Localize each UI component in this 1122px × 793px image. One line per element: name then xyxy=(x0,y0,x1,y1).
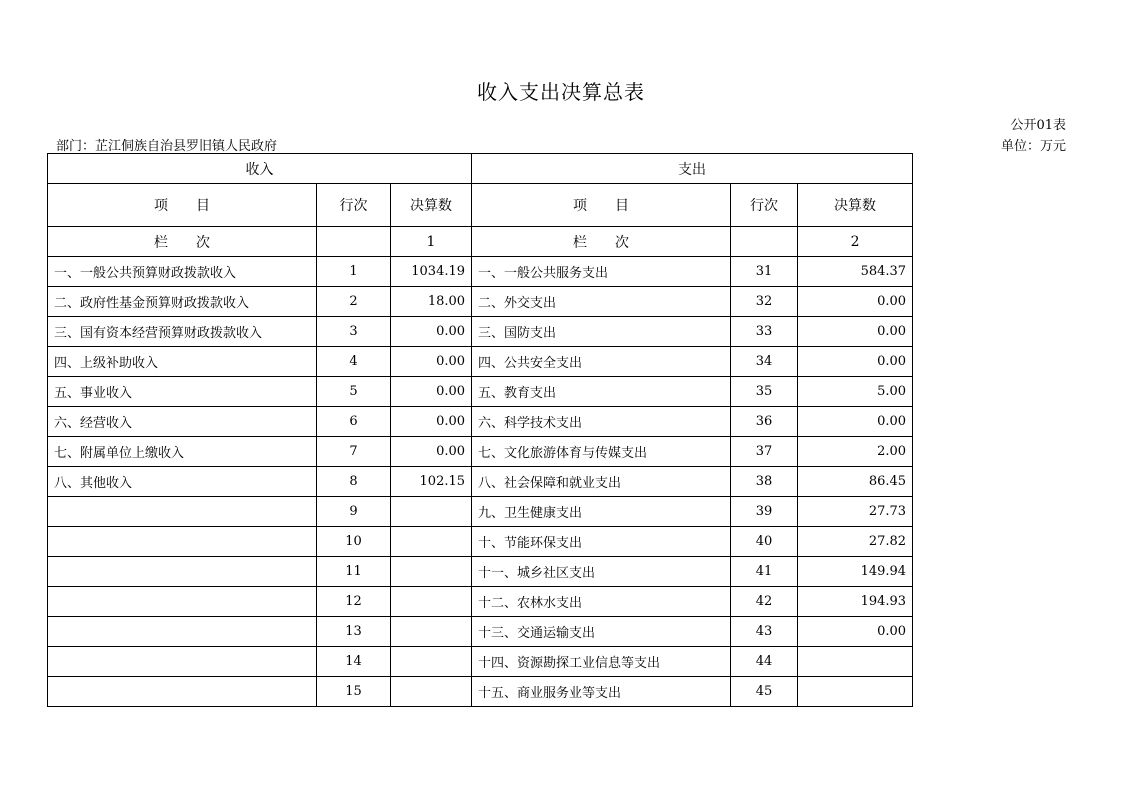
income-item-cell: 五、事业收入 xyxy=(48,377,317,407)
expense-amount-cell: 2.00 xyxy=(798,437,913,467)
expense-item-cell: 十、节能环保支出 xyxy=(472,527,731,557)
expense-amount-cell: 149.94 xyxy=(798,557,913,587)
income-rowno-cell: 2 xyxy=(317,287,391,317)
expense-amount-cell: 27.73 xyxy=(798,497,913,527)
expense-item-cell: 十一、城乡社区支出 xyxy=(472,557,731,587)
expense-amount-cell: 86.45 xyxy=(798,467,913,497)
expense-rowno-cell: 36 xyxy=(731,407,798,437)
table-row xyxy=(48,617,913,647)
table-row xyxy=(48,407,913,437)
expense-rowno-cell: 43 xyxy=(731,617,798,647)
income-rowno-cell: 12 xyxy=(317,587,391,617)
expense-item-cell: 十五、商业服务业等支出 xyxy=(472,677,731,707)
column-header-row xyxy=(48,184,913,227)
income-rowno-cell: 13 xyxy=(317,617,391,647)
column-number-row xyxy=(48,227,913,257)
expense-rowno-cell: 42 xyxy=(731,587,798,617)
income-rowno-cell: 8 xyxy=(317,467,391,497)
expense-item-cell: 十三、交通运输支出 xyxy=(472,617,731,647)
expense-rowno-cell: 44 xyxy=(731,647,798,677)
table-row xyxy=(48,317,913,347)
expense-column-blank xyxy=(731,227,798,257)
expense-amount-cell: 0.00 xyxy=(798,287,913,317)
income-amount-cell xyxy=(391,557,472,587)
income-amount-cell xyxy=(391,677,472,707)
income-rowno-cell: 7 xyxy=(317,437,391,467)
income-column-label: 栏 次 xyxy=(48,227,317,257)
expense-amount-cell: 27.82 xyxy=(798,527,913,557)
income-item-cell: 八、其他收入 xyxy=(48,467,317,497)
income-column-number: 1 xyxy=(391,227,472,257)
income-rowno-cell: 9 xyxy=(317,497,391,527)
expense-item-cell: 四、公共安全支出 xyxy=(472,347,731,377)
income-rowno-cell: 10 xyxy=(317,527,391,557)
income-item-cell: 七、附属单位上缴收入 xyxy=(48,437,317,467)
table-row xyxy=(48,347,913,377)
table-row xyxy=(48,257,913,287)
expense-rowno-cell: 35 xyxy=(731,377,798,407)
income-item-cell: 三、国有资本经营预算财政拨款收入 xyxy=(48,317,317,347)
income-amount-cell xyxy=(391,527,472,557)
table-row xyxy=(48,527,913,557)
expense-column-label: 栏 次 xyxy=(472,227,731,257)
income-amount-cell: 0.00 xyxy=(391,407,472,437)
form-number: 公开01表 xyxy=(1010,118,1066,133)
expense-amount-cell: 0.00 xyxy=(798,617,913,647)
income-item-cell xyxy=(48,527,317,557)
expense-rowno-header: 行次 xyxy=(731,184,798,227)
expense-amount-cell: 584.37 xyxy=(798,257,913,287)
income-item-cell xyxy=(48,497,317,527)
income-amount-cell xyxy=(391,647,472,677)
income-amount-cell xyxy=(391,587,472,617)
expense-item-cell: 二、外交支出 xyxy=(472,287,731,317)
income-rowno-cell: 11 xyxy=(317,557,391,587)
expense-item-cell: 八、社会保障和就业支出 xyxy=(472,467,731,497)
page-title: 收入支出决算总表 xyxy=(477,80,645,104)
income-item-cell xyxy=(48,617,317,647)
expense-rowno-cell: 33 xyxy=(731,317,798,347)
income-rowno-header: 行次 xyxy=(317,184,391,227)
expense-rowno-cell: 31 xyxy=(731,257,798,287)
expense-column-number: 2 xyxy=(798,227,913,257)
income-item-header: 项 目 xyxy=(48,184,317,227)
department-label: 部门：芷江侗族自治县罗旧镇人民政府 xyxy=(56,139,278,154)
income-amount-cell: 102.15 xyxy=(391,467,472,497)
income-item-cell xyxy=(48,647,317,677)
expense-item-cell: 九、卫生健康支出 xyxy=(472,497,731,527)
income-column-blank xyxy=(317,227,391,257)
income-item-cell xyxy=(48,557,317,587)
table-row xyxy=(48,557,913,587)
expense-rowno-cell: 41 xyxy=(731,557,798,587)
income-amount-cell: 0.00 xyxy=(391,377,472,407)
table-row xyxy=(48,647,913,677)
income-amount-cell: 18.00 xyxy=(391,287,472,317)
expense-rowno-cell: 38 xyxy=(731,467,798,497)
expense-amount-cell: 5.00 xyxy=(798,377,913,407)
income-amount-cell xyxy=(391,497,472,527)
expense-rowno-cell: 32 xyxy=(731,287,798,317)
income-amount-cell xyxy=(391,617,472,647)
income-amount-cell: 0.00 xyxy=(391,347,472,377)
income-amount-cell: 1034.19 xyxy=(391,257,472,287)
expense-rowno-cell: 37 xyxy=(731,437,798,467)
expense-item-cell: 十二、农林水支出 xyxy=(472,587,731,617)
expense-amount-cell: 0.00 xyxy=(798,317,913,347)
table-row xyxy=(48,377,913,407)
table-row xyxy=(48,287,913,317)
income-item-cell: 四、上级补助收入 xyxy=(48,347,317,377)
expense-amount-cell xyxy=(798,677,913,707)
section-header-row xyxy=(48,154,913,184)
table-row xyxy=(48,497,913,527)
expense-amount-cell: 0.00 xyxy=(798,407,913,437)
income-item-cell xyxy=(48,587,317,617)
expense-section-header: 支出 xyxy=(472,154,913,184)
income-rowno-cell: 3 xyxy=(317,317,391,347)
expense-item-cell: 六、科学技术支出 xyxy=(472,407,731,437)
income-section-header: 收入 xyxy=(48,154,472,184)
income-item-cell: 一、一般公共预算财政拨款收入 xyxy=(48,257,317,287)
table-row xyxy=(48,587,913,617)
income-item-cell: 二、政府性基金预算财政拨款收入 xyxy=(48,287,317,317)
expense-rowno-cell: 34 xyxy=(731,347,798,377)
table-row xyxy=(48,437,913,467)
income-amount-cell: 0.00 xyxy=(391,317,472,347)
income-item-cell: 六、经营收入 xyxy=(48,407,317,437)
table-row xyxy=(48,677,913,707)
expense-item-cell: 七、文化旅游体育与传媒支出 xyxy=(472,437,731,467)
income-rowno-cell: 6 xyxy=(317,407,391,437)
budget-table xyxy=(47,153,913,707)
expense-item-header: 项 目 xyxy=(472,184,731,227)
income-amount-header: 决算数 xyxy=(391,184,472,227)
expense-item-cell: 十四、资源勘探工业信息等支出 xyxy=(472,647,731,677)
income-rowno-cell: 15 xyxy=(317,677,391,707)
income-rowno-cell: 14 xyxy=(317,647,391,677)
expense-rowno-cell: 40 xyxy=(731,527,798,557)
unit-label: 单位：万元 xyxy=(1000,139,1066,154)
income-rowno-cell: 4 xyxy=(317,347,391,377)
expense-amount-header: 决算数 xyxy=(798,184,913,227)
income-rowno-cell: 5 xyxy=(317,377,391,407)
expense-rowno-cell: 45 xyxy=(731,677,798,707)
expense-amount-cell xyxy=(798,647,913,677)
expense-item-cell: 一、一般公共服务支出 xyxy=(472,257,731,287)
income-amount-cell: 0.00 xyxy=(391,437,472,467)
income-item-cell xyxy=(48,677,317,707)
table-row xyxy=(48,467,913,497)
expense-amount-cell: 0.00 xyxy=(798,347,913,377)
income-rowno-cell: 1 xyxy=(317,257,391,287)
expense-rowno-cell: 39 xyxy=(731,497,798,527)
expense-amount-cell: 194.93 xyxy=(798,587,913,617)
expense-item-cell: 三、国防支出 xyxy=(472,317,731,347)
expense-item-cell: 五、教育支出 xyxy=(472,377,731,407)
